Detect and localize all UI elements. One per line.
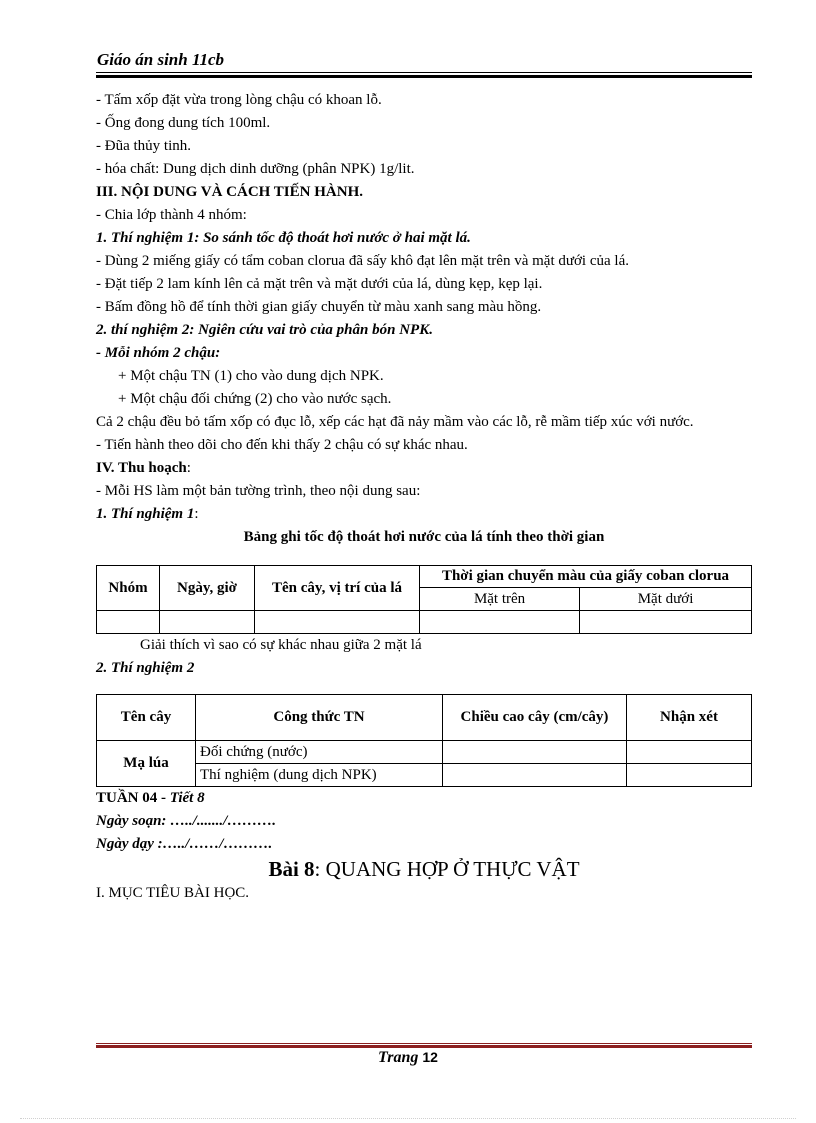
materials-line: - Đũa thủy tinh.: [96, 138, 191, 154]
table-cell: [160, 611, 255, 634]
week-line: [96, 787, 752, 810]
table-1: [96, 565, 752, 634]
pot-item: + Một chậu đối chứng (2) cho vào nước sạch.: [118, 391, 392, 407]
table-1-header: Tên cây, vị trí của lá: [255, 566, 420, 611]
lesson-title: [96, 856, 752, 882]
subheading-1-text: 1. Thí nghiệm 1: [96, 506, 195, 522]
table-1-header: Ngày, giờ: [160, 566, 255, 611]
table-row: [97, 611, 752, 634]
taught-date: Ngày dạy :…../……/……….: [96, 836, 273, 852]
paragraph: - Mỗi HS làm một bản tường trình, theo nội dung sau:: [96, 483, 421, 499]
paragraph: - Chia lớp thành 4 nhóm:: [96, 207, 247, 223]
objective-heading: I. MỤC TIÊU BÀI HỌC.: [96, 885, 250, 901]
materials-line: - Tấm xốp đặt vừa trong lòng chậu có khoan lỗ.: [96, 92, 382, 108]
table-1-subheader: Mặt trên: [420, 588, 580, 611]
table-cell: [443, 764, 627, 787]
prepared-date: Ngày soạn: …../......./……….: [96, 813, 276, 829]
table-1-header: Nhóm: [97, 566, 160, 611]
subheading-2: 2. Thí nghiệm 2: [96, 660, 195, 676]
table-row: [97, 741, 752, 764]
page-number: 12: [422, 1049, 438, 1065]
table-2-header: Chiều cao cây (cm/cây): [443, 695, 627, 741]
table-cell: [255, 611, 420, 634]
subheading-1: [96, 503, 752, 526]
materials-line: - Ống đong dung tích 100ml.: [96, 115, 271, 131]
table-2: [96, 694, 752, 787]
experiment-2-heading: 2. thí nghiệm 2: Ngiên cứu vai trò của phân bón NPK.: [96, 322, 433, 338]
table-cell: [97, 611, 160, 634]
table-row: [97, 764, 752, 787]
explain-question: Giải thích vì sao có sự khác nhau giữa 2 mặt lá: [140, 637, 422, 653]
body-content: [96, 89, 752, 905]
plant-name: Mạ lúa: [97, 741, 196, 787]
page-footer: [0, 1049, 816, 1067]
table-cell: [443, 741, 627, 764]
week-label: TUẦN 04 -: [96, 790, 170, 806]
table-2-header: Nhận xét: [627, 695, 752, 741]
header-title: Giáo án sinh 11cb: [97, 50, 225, 69]
section-heading-3: III. NỘI DUNG VÀ CÁCH TIẾN HÀNH.: [96, 184, 363, 200]
subheading-1-colon: :: [194, 506, 199, 522]
group-setup-heading: - Mỗi nhóm 2 chậu:: [96, 345, 221, 361]
table-1-subheader: Mặt dưới: [580, 588, 752, 611]
page-edge-divider: [20, 1118, 796, 1119]
footer-rule: [96, 1043, 752, 1048]
formula-cell: Thí nghiệm (dung dịch NPK): [196, 764, 443, 787]
paragraph: - Đặt tiếp 2 lam kính lên cả mặt trên và mặt dưới của lá, dùng kẹp, kẹp lại.: [96, 276, 543, 292]
table-cell: [627, 741, 752, 764]
pot-item: + Một chậu TN (1) cho vào dung dịch NPK.: [118, 368, 384, 384]
lesson-title-rest: : QUANG HỢP Ở THỰC VẬT: [314, 857, 580, 881]
paragraph: - Tiến hành theo dõi cho đến khi thấy 2 chậu có sự khác nhau.: [96, 437, 468, 453]
table-cell: [627, 764, 752, 787]
header-rule: [96, 72, 752, 78]
paragraph: - Dùng 2 miếng giấy có tẩm coban clorua đã sấy khô đạt lên mặt trên và mặt dưới của lá.: [96, 253, 629, 269]
section-heading-4: [96, 457, 752, 480]
table-1-header: Thời gian chuyển màu của giấy coban clorua: [420, 566, 752, 588]
table-2-header: Tên cây: [97, 695, 196, 741]
materials-line: - hóa chất: Dung dịch dinh dưỡng (phân NPK) 1g/lit.: [96, 161, 415, 177]
formula-cell: Đối chứng (nước): [196, 741, 443, 764]
table-1-caption: Bảng ghi tốc độ thoát hơi nước của lá tính theo thời gian: [243, 529, 605, 545]
table-2-header: Công thức TN: [196, 695, 443, 741]
table-cell: [420, 611, 580, 634]
section-heading-4-text: IV. Thu hoạch: [96, 460, 187, 476]
paragraph: - Bấm đồng hồ để tính thời gian giấy chuyển từ màu xanh sang màu hồng.: [96, 299, 542, 315]
experiment-1-heading: 1. Thí nghiệm 1: So sánh tốc độ thoát hơi nước ở hai mặt lá.: [96, 230, 471, 246]
table-cell: [580, 611, 752, 634]
period-label: Tiết 8: [169, 790, 205, 806]
footer-label: Trang: [378, 1049, 419, 1066]
section-heading-4-colon: :: [186, 460, 191, 476]
lesson-title-prefix: Bài 8: [268, 857, 315, 881]
paragraph: Cả 2 chậu đều bỏ tấm xốp có đục lỗ, xếp các hạt đã nảy mầm vào các lỗ, rễ mầm tiếp xúc với nước.: [96, 414, 694, 430]
